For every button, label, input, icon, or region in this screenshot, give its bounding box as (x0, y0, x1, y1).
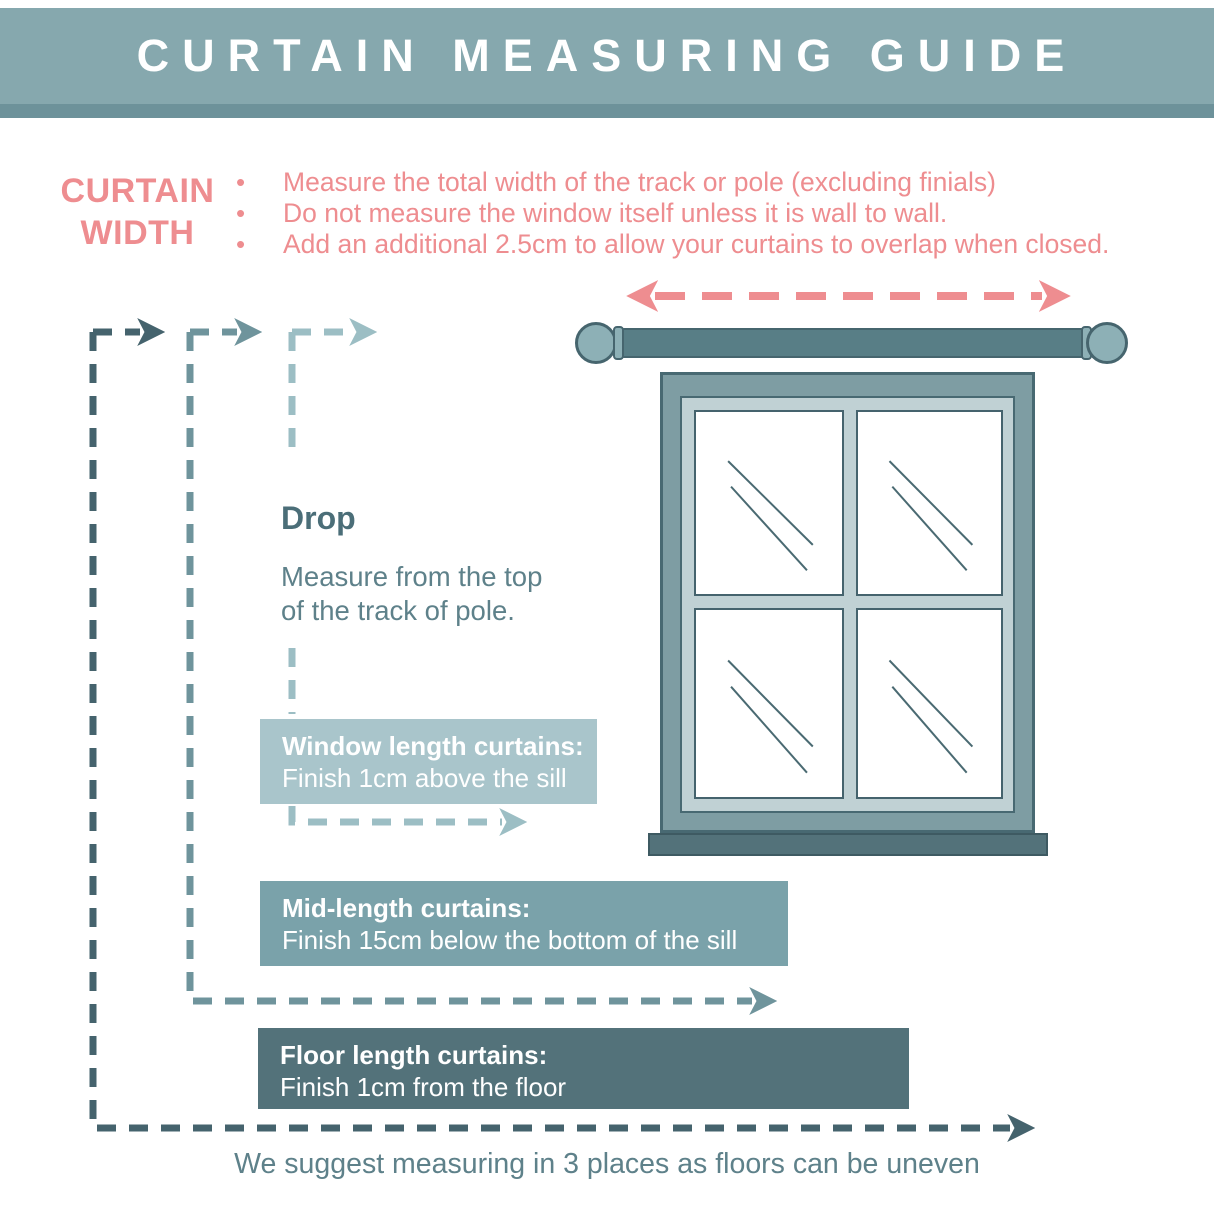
window-length-title: Window length curtains: (282, 731, 584, 761)
curtain-width-label-line2: WIDTH (80, 214, 195, 252)
curtain-pole (622, 328, 1084, 358)
window-length-detail: Finish 1cm above the sill (282, 763, 567, 793)
bullet-item (236, 229, 1176, 260)
header-strip (0, 104, 1214, 118)
bullet-text: Add an additional 2.5cm to allow your curtains to overlap when closed. (283, 229, 1110, 259)
window-length-box (260, 719, 597, 804)
drop-description-line2: of the track of pole. (281, 595, 515, 626)
window-pane (856, 608, 1003, 799)
window-inner-frame (680, 396, 1015, 813)
window-sill (648, 833, 1048, 856)
pole-finial-right (1086, 322, 1128, 364)
pole-finial-left (575, 322, 617, 364)
drop-heading: Drop (281, 500, 356, 536)
floor-length-box (258, 1028, 909, 1109)
page-title: CURTAIN MEASURING GUIDE (136, 30, 1078, 81)
window-guide-bottom-arrow (292, 806, 502, 822)
mid-length-title: Mid-length curtains: (282, 893, 531, 923)
header-band (0, 8, 1214, 104)
mid-length-box (260, 881, 788, 966)
drop-description-line1: Measure from the top (281, 561, 543, 592)
curtain-width-bullets (236, 167, 1176, 260)
window-pane (856, 410, 1003, 596)
glass-reflection-icon (696, 412, 842, 594)
glass-reflection-icon (858, 610, 1001, 797)
bullet-text: Measure the total width of the track or pole (excluding finials) (283, 167, 996, 197)
glass-reflection-icon (696, 610, 842, 797)
bullet-text: Do not measure the window itself unless it is wall to wall. (283, 198, 948, 228)
glass-reflection-icon (858, 412, 1001, 594)
bullet-dot: • (236, 198, 246, 228)
bullet-item (236, 198, 1176, 229)
bullet-dot: • (236, 229, 246, 259)
window-pane (694, 608, 844, 799)
bullet-item (236, 167, 1176, 198)
floor-length-title: Floor length curtains: (280, 1040, 548, 1070)
mid-length-detail: Finish 15cm below the bottom of the sill (282, 925, 738, 955)
drop-description (281, 560, 542, 628)
bullet-dot: • (236, 167, 246, 197)
window-pane (694, 410, 844, 596)
window-frame (660, 372, 1035, 833)
curtain-width-label-line1: CURTAIN (60, 172, 215, 210)
footer-note: We suggest measuring in 3 places as floors can be uneven (234, 1148, 980, 1180)
curtain-width-label (55, 170, 220, 254)
floor-length-detail: Finish 1cm from the floor (280, 1072, 567, 1102)
